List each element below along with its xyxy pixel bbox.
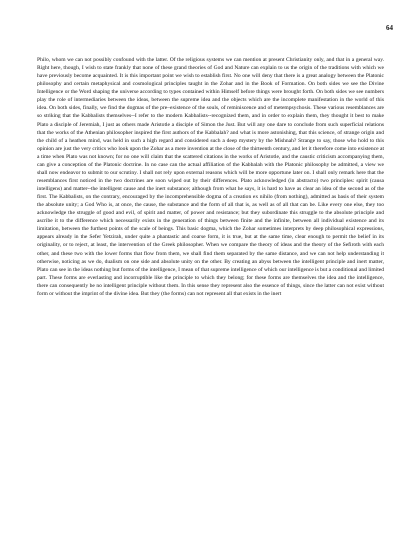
body-paragraph: Philo, whom we can not possibly confound with the latter. Of the religious systems we can mention at present Christianity only, and that in a general way. Right here, though, I wish to state frankly that none of these grand theories of God and Nature can explain to us the origin of the traditions with which we have previously become acquainted. It is this important point we wish to establish first. No one will deny that there is a great analogy between the Platonic philosophy and certain metaphysical and cosmological principles taught in the Zohar and in the Book of Formation. On both sides we see the Divine Intelligence or the Word shaping the universe according to types contained within Himself before things were brought forth. On both sides we see numbers play the role of intermediaries between the ideas, between the supreme idea and the objects which are the incomplete manifestation in the world of this idea. On both sides, finally, we find the dogmas of the pre–existence of the souls, of reminiscence and of metempsychosis. These various resemblances are so striking that the Kabbalists themselves--I refer to the modern Kabbalists--recognized them, and in order to explain them, they thought it best to make Plato a disciple of Jeremiah, I just as others made Aristotle a disciple of Simon the Just. But will any one dare to conclude from such superficial relations that the works of the Athenian philosopher inspired the first authors of the Kabbalah? and what is more astonishing, that this science, of strange origin and the child of a heathen mind, was held in such a high regard and considered such a deep mystery by the Mishnah? Strange to say, those who hold to this opinion are just the very critics who look upon the Zohar as a mere invention at the close of the thirteenth century, and let it therefore come into existence at a time when Plato was not known; for no one will claim that the scattered citations in the works of Aristotle, and the caustic criticism accompanying them, can give a conception of the Platonic doctrine. In no case can the actual affiliation of the Kabbalah with the Platonic philosophy be admitted, a view we shall now endeavor to submit to our scrutiny. I shall not rely upon external reasons which will be more opportune later on. I shall only remark here that the resemblances first noticed in the two doctrines are soon wiped out by their differences. Plato acknowledged (in abstracto) two principles: spirit (causa intelligens) and matter--the intelligent cause and the inert substance; although from what he says, it is hard to have as clear an idea of the second as of the first. The Kabbalists, on the contrary, encouraged by the incomprehensible dogma of a creation ex nihilo (from nothing), admitted as basis of their system the absolute unity; a God Who is, at once, the cause, the substance and the form of all that is, as well as of all that can be. Like every one else, they too acknowledge the struggle of good and evil, of spirit and matter, of power and resistance; but they subordinate this struggle to the absolute principle and ascribe it to the difference which necessarily exists in the generation of things between finite and the infinite, between all individual existence and its limitation, between the furthest points of the scale of beings. This basic dogma, which the Zohar sometimes interprets by deep philosophical expressions, appears already in the Sefer Yetzirah, under quite a phantastic and coarse form, it is true, but at the same time, clear enough to permit the belief in its originality, or to reject, at least, the intervention of the Greek philosopher. When we compare the theory of ideas and the theory of the Sefiroth with each other, and these two with the lower forms that flow from them, we shall find them separated by the same distance, and we can not help understanding it otherwise, noticing as we do, dualism on one side and absolute unity on the other. By creating an abyss between the intelligent principle and inert matter, Plato can see in the ideas nothing but forms of the intelligence, I mean of that supreme intelligence of which our intelligence is but a conditional and limited part. These forms are everlasting and incorruptible like the principle to which they belong; for these forms are themselves the idea and the intelligence, there can consequently be no intelligent principle without them. In this sense they represent also the essence of things, since the latter can not exist without form or without the imprint of the divine idea. But they (the forms) can not represent all that exists in the inert (37, 57, 384, 297)
page-number: 64 (386, 24, 393, 32)
